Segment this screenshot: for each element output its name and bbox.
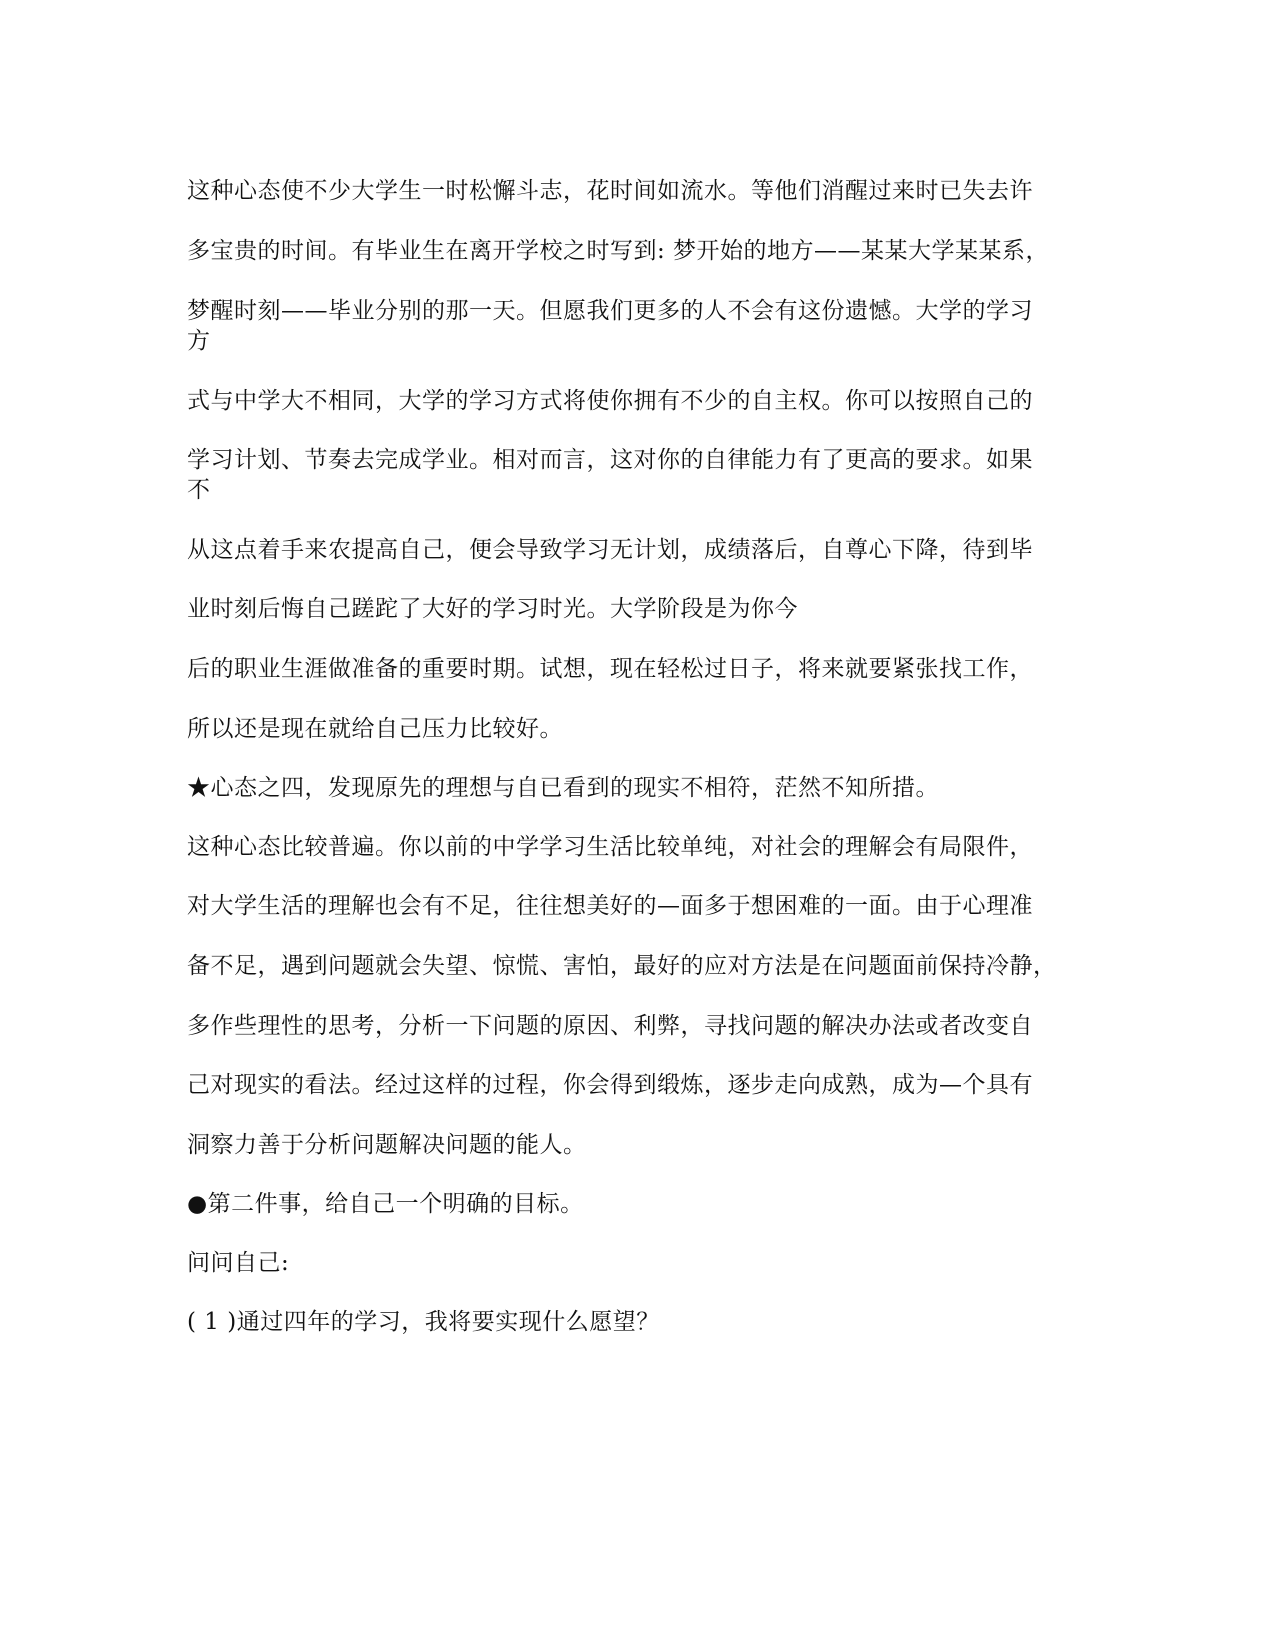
paragraph-line: 洞察力善于分析问题解决问题的能人。: [187, 1132, 587, 1158]
paragraph-line: 问问自己:: [187, 1250, 290, 1276]
paragraph-line: 所以还是现在就给自己压力比较好。: [187, 716, 563, 742]
paragraph-line: 后的职业生涯做准备的重要时期。试想，现在轻松过日子，将来就要紧张找工作，: [187, 656, 1033, 682]
paragraph-line: 备不足，遇到问题就会失望、惊慌、害怕，最好的应对方法是在问题面前保持冷静，: [187, 953, 1057, 979]
paragraph-line: 多宝贵的时间。有毕业生在离开学校之时写到: 梦开始的地方——某某大学某某系，: [187, 238, 1050, 264]
paragraph-line: 对大学生活的理解也会有不足，往往想美好的—面多于想困难的一面。由于心理准: [187, 893, 1033, 919]
paragraph-line: 式与中学大不相同，大学的学习方式将使你拥有不少的自主权。你可以按照自己的: [187, 388, 1033, 414]
paragraph-line: 业时刻后悔自己蹉跎了大好的学习时光。大学阶段是为你今: [187, 596, 798, 622]
paragraph-line: 多作些理性的思考，分析一下问题的原因、利弊，寻找问题的解决办法或者改变自: [187, 1013, 1033, 1039]
list-item: ( 1 )通过四年的学习，我将要实现什么愿望？: [187, 1309, 660, 1335]
paragraph-line: 不: [187, 477, 211, 503]
paragraph-line: 梦醒时刻——毕业分别的那一天。但愿我们更多的人不会有这份遗憾。大学的学习: [187, 298, 1033, 324]
section-heading: ●第二件事，给自己一个明确的目标。: [187, 1191, 584, 1217]
paragraph-line: 己对现实的看法。经过这样的过程，你会得到缎炼，逐步走向成熟，成为—个具有: [187, 1072, 1033, 1098]
paragraph-line: 从这点着手来农提高自己，便会导致学习无计划，成绩落后，自尊心下降，待到毕: [187, 537, 1033, 563]
paragraph-line: 这种心态使不少大学生一时松懈斗志，花时间如流水。等他们消醒过来时已失去许: [187, 178, 1033, 204]
paragraph-line: 方: [187, 328, 211, 354]
paragraph-line: 这种心态比较普遍。你以前的中学学习生活比较单纯，对社会的理解会有局限件，: [187, 834, 1033, 860]
section-heading: ★心态之四，发现原先的理想与自已看到的现实不相符，茫然不知所措。: [187, 775, 939, 801]
paragraph-line: 学习计划、节奏去完成学业。相对而言，这对你的自律能力有了更高的要求。如果: [187, 447, 1033, 473]
